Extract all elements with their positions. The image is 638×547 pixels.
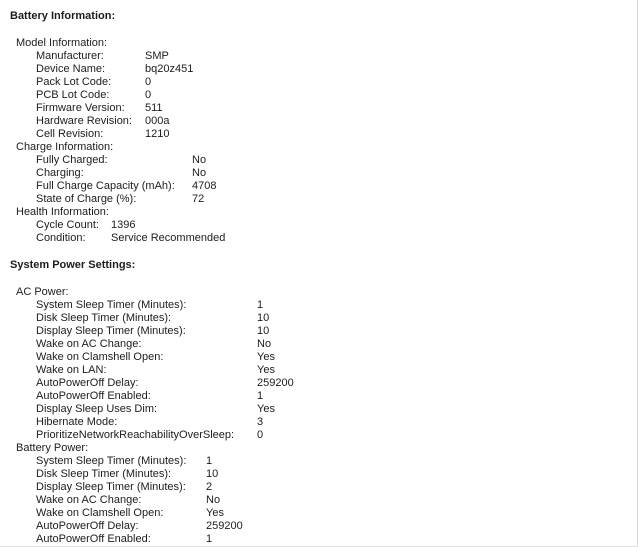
bat-autopoweroff-enabled-value: 1: [206, 533, 213, 545]
ac-disk-sleep-value: 10: [257, 312, 270, 324]
ac-wake-on-lan-value: Yes: [257, 364, 275, 376]
hardware-revision-label: Hardware Revision:: [36, 115, 132, 127]
bat-autopoweroff-delay-label: AutoPowerOff Delay:: [36, 520, 139, 532]
bat-wake-on-clamshell-value: Yes: [206, 507, 224, 519]
full-charge-capacity-value: 4708: [192, 180, 217, 192]
ac-wake-on-ac-change-label: Wake on AC Change:: [36, 338, 142, 350]
ac-system-sleep-label: System Sleep Timer (Minutes):: [36, 299, 187, 311]
bat-autopoweroff-enabled-label: AutoPowerOff Enabled:: [36, 533, 151, 545]
fully-charged-label: Fully Charged:: [36, 154, 108, 166]
ac-wake-on-clamshell-label: Wake on Clamshell Open:: [36, 351, 164, 363]
hardware-revision-value: 000a: [145, 115, 170, 127]
ac-display-sleep-dim-value: Yes: [257, 403, 275, 415]
ac-autopoweroff-delay-value: 259200: [257, 377, 294, 389]
battery-power-header: Battery Power:: [16, 442, 89, 454]
ac-display-sleep-label: Display Sleep Timer (Minutes):: [36, 325, 186, 337]
ac-prioritize-network-label: PrioritizeNetworkReachabilityOverSleep:: [36, 429, 235, 441]
ac-display-sleep-dim-label: Display Sleep Uses Dim:: [36, 403, 158, 415]
manufacturer-value: SMP: [145, 50, 169, 62]
bat-wake-on-ac-change-value: No: [206, 494, 221, 506]
pack-lot-code-value: 0: [145, 76, 152, 88]
pcb-lot-code-label: PCB Lot Code:: [36, 89, 110, 101]
ac-power-header: AC Power:: [16, 286, 69, 298]
ac-autopoweroff-delay-label: AutoPowerOff Delay:: [36, 377, 139, 389]
pack-lot-code-label: Pack Lot Code:: [36, 76, 112, 88]
ac-prioritize-network-value: 0: [257, 429, 264, 441]
firmware-version-value: 511: [145, 102, 163, 114]
cycle-count-value: 1396: [111, 219, 136, 231]
state-of-charge-label: State of Charge (%):: [36, 193, 137, 205]
system-power-settings-title: System Power Settings:: [10, 259, 136, 271]
bat-autopoweroff-delay-value: 259200: [206, 520, 243, 532]
firmware-version-label: Firmware Version:: [36, 102, 125, 114]
ac-wake-on-ac-change-value: No: [257, 338, 272, 350]
model-information-header: Model Information:: [16, 37, 108, 49]
ac-autopoweroff-enabled-value: 1: [257, 390, 264, 402]
ac-wake-on-lan-label: Wake on LAN:: [36, 364, 107, 376]
pcb-lot-code-value: 0: [145, 89, 152, 101]
bat-display-sleep-value: 2: [206, 481, 213, 493]
charging-value: No: [192, 167, 207, 179]
bat-display-sleep-label: Display Sleep Timer (Minutes):: [36, 481, 186, 493]
bat-disk-sleep-value: 10: [206, 468, 219, 480]
full-charge-capacity-label: Full Charge Capacity (mAh):: [36, 180, 175, 192]
ac-disk-sleep-label: Disk Sleep Timer (Minutes):: [36, 312, 172, 324]
device-name-label: Device Name:: [36, 63, 106, 75]
condition-value: Service Recommended: [111, 232, 226, 244]
charging-label: Charging:: [36, 167, 84, 179]
device-name-value: bq20z451: [145, 63, 194, 75]
ac-hibernate-mode-label: Hibernate Mode:: [36, 416, 118, 428]
ac-wake-on-clamshell-value: Yes: [257, 351, 275, 363]
ac-hibernate-mode-value: 3: [257, 416, 264, 428]
condition-label: Condition:: [36, 232, 86, 244]
fully-charged-value: No: [192, 154, 207, 166]
bat-wake-on-ac-change-label: Wake on AC Change:: [36, 494, 142, 506]
charge-information-header: Charge Information:: [16, 141, 114, 153]
cycle-count-label: Cycle Count:: [36, 219, 99, 231]
health-information-header: Health Information:: [16, 206, 109, 218]
ac-autopoweroff-enabled-label: AutoPowerOff Enabled:: [36, 390, 151, 402]
bat-system-sleep-value: 1: [206, 455, 213, 467]
bat-wake-on-clamshell-label: Wake on Clamshell Open:: [36, 507, 164, 519]
manufacturer-label: Manufacturer:: [36, 50, 104, 62]
state-of-charge-value: 72: [192, 193, 205, 205]
battery-information-title: Battery Information:: [10, 10, 116, 22]
cell-revision-value: 1210: [145, 128, 170, 140]
ac-system-sleep-value: 1: [257, 299, 264, 311]
cell-revision-label: Cell Revision:: [36, 128, 104, 140]
bat-system-sleep-label: System Sleep Timer (Minutes):: [36, 455, 187, 467]
ac-display-sleep-value: 10: [257, 325, 270, 337]
bat-disk-sleep-label: Disk Sleep Timer (Minutes):: [36, 468, 172, 480]
